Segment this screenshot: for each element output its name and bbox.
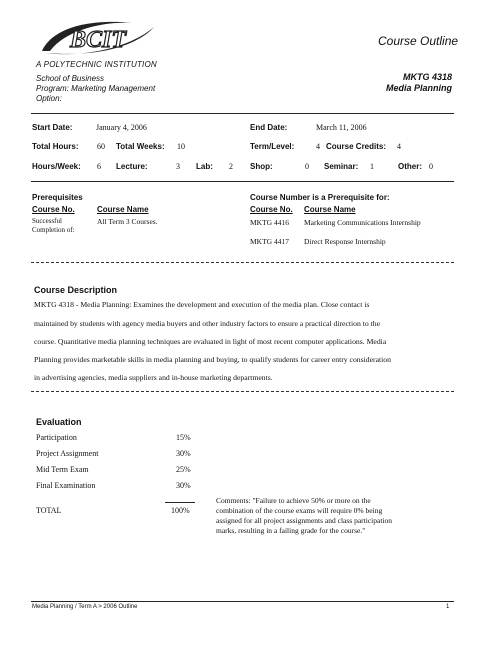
doc-type: Course Outline [378, 34, 459, 48]
prereq-for-row-name: Direct Response Internship [304, 237, 386, 246]
total-weeks-label: Total Weeks: [116, 142, 165, 151]
page-number: 1 [446, 604, 450, 610]
evaluation-item-value: 25% [176, 465, 191, 474]
prereq-for-row-name: Marketing Communications Internship [304, 218, 421, 227]
footer-text: Media Planning / Term A > 2006 Outline [32, 604, 138, 610]
seminar-value: 1 [370, 162, 374, 171]
prereq-row-name: All Term 3 Courses. [97, 217, 158, 226]
credits-label: Course Credits: [326, 142, 387, 151]
evaluation-item-value: 15% [176, 433, 191, 442]
total-weeks-value: 10 [177, 142, 185, 151]
prereq-heading: Prerequisites [32, 193, 83, 202]
total-hours-label: Total Hours: [32, 142, 79, 151]
lab-value: 2 [229, 162, 233, 171]
bcit-logo [36, 17, 168, 61]
evaluation-item-label: Final Examination [36, 481, 96, 490]
term-value: 4 [316, 142, 320, 151]
prereq-col-course-no: Course No. [32, 205, 75, 214]
total-rule [165, 502, 195, 503]
comments-line: combination of the course exams will require 0% being [216, 506, 383, 515]
hours-week-label: Hours/Week: [32, 162, 81, 171]
footer-rule [31, 601, 454, 602]
description-line: in advertising agencies, media suppliers and in-house marketing departments. [34, 373, 273, 382]
evaluation-item-value: 30% [176, 481, 191, 490]
evaluation-item-value: 30% [176, 449, 191, 458]
shop-label: Shop: [250, 162, 273, 171]
lab-label: Lab: [196, 162, 213, 171]
school-name: School of Business [36, 74, 105, 83]
program-name: Program: Marketing Management [36, 84, 156, 93]
course-code: MKTG 4318 [402, 72, 452, 82]
lecture-value: 3 [176, 162, 180, 171]
start-date-value: January 4, 2006 [96, 123, 147, 132]
evaluation-item-label: Participation [36, 433, 77, 442]
course-title: Media Planning [385, 83, 452, 93]
lecture-label: Lecture: [116, 162, 148, 171]
shop-value: 0 [305, 162, 309, 171]
total-label: TOTAL [36, 506, 62, 515]
term-label: Term/Level: [250, 142, 295, 151]
prereq-col-course-name: Course Name [97, 205, 149, 214]
details-rule [31, 181, 454, 182]
logo-swoosh-icon [36, 17, 168, 61]
description-line: Planning provides marketable skills in media planning and buying, to qualify students for career entry consideration [34, 355, 391, 364]
logo-text: BCIT [70, 27, 127, 53]
prereq-divider [31, 262, 454, 263]
hours-week-value: 6 [97, 162, 101, 171]
start-date-label: Start Date: [32, 123, 73, 132]
prereq-row-no: Successful Completion of: [32, 217, 75, 234]
other-label: Other: [398, 162, 422, 171]
description-divider [31, 391, 454, 392]
prereq-for-row-no: MKTG 4416 [250, 218, 289, 227]
evaluation-item-label: Project Assignment [36, 449, 99, 458]
description-line: course. Quantitative media planning techniques are evaluated in light of most recent computer applications. Media [34, 337, 387, 346]
prereq-for-col-course-no: Course No. [250, 205, 293, 214]
header-rule [31, 113, 454, 114]
evaluation-item-label: Mid Term Exam [36, 465, 89, 474]
comments-line: Comments: "Failure to achieve 50% or more on the [216, 496, 371, 505]
logo-tagline: A POLYTECHNIC INSTITUTION [36, 60, 157, 69]
description-line: maintained by students with agency media buyers and other industry factors to ensure a practical direction to the [34, 319, 381, 328]
end-date-label: End Date: [250, 123, 288, 132]
end-date-value: March 11, 2006 [316, 123, 367, 132]
prereq-for-col-course-name: Course Name [304, 205, 356, 214]
prereq-for-heading: Course Number is a Prerequisite for: [250, 193, 390, 202]
total-hours-value: 60 [97, 142, 105, 151]
credits-value: 4 [397, 142, 401, 151]
option-label: Option: [36, 94, 62, 103]
description-heading: Course Description [34, 285, 118, 295]
comments-line: assigned for all project assignments and class participation [216, 516, 392, 525]
total-value: 100% [171, 506, 190, 515]
description-line: MKTG 4318 - Media Planning: Examines the development and execution of the media plan. Close contact is [34, 300, 370, 309]
seminar-label: Seminar: [324, 162, 359, 171]
prereq-for-row-no: MKTG 4417 [250, 237, 289, 246]
comments-line: marks, resulting in a failing grade for the course." [216, 526, 366, 535]
evaluation-heading: Evaluation [36, 417, 82, 427]
other-value: 0 [429, 162, 433, 171]
